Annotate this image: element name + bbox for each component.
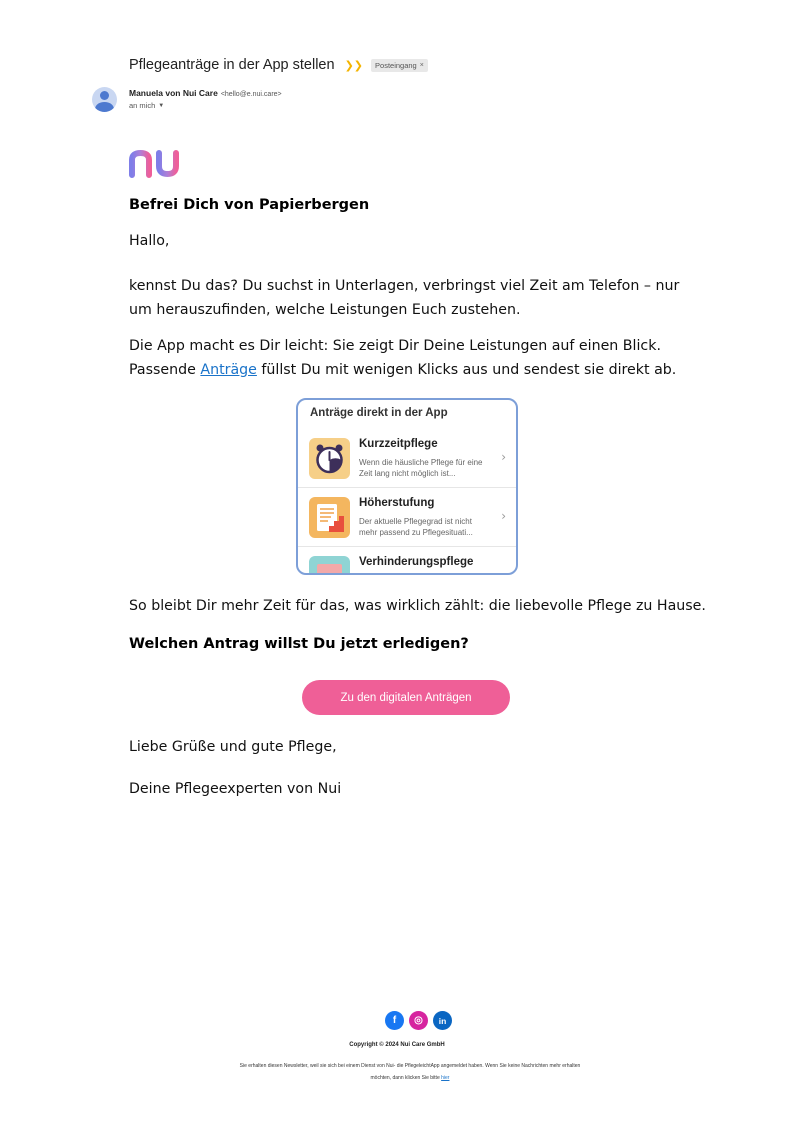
copyright-text: Copyright © 2024 Nui Care GmbH	[349, 1042, 445, 1048]
row-title: Verhinderungspflege	[359, 556, 474, 568]
chevron-right-icon: ›	[501, 509, 506, 523]
app-paragraph	[129, 334, 689, 382]
regards-text: Liebe Grüße und gute Pflege,	[129, 739, 337, 755]
recipient-label: an mich	[129, 101, 156, 110]
row-description: Wenn die häusliche Pflege für eine Zeit lang nicht möglich ist...	[359, 458, 483, 478]
label-chip-inbox[interactable]	[371, 59, 428, 72]
instagram-icon[interactable]: ◎	[409, 1011, 428, 1030]
email-subject: Pflegeanträge in der App stellen	[129, 57, 335, 73]
sender-info	[129, 88, 282, 110]
recipient-details-dropdown-icon[interactable]: ▼	[158, 102, 165, 109]
card-title: Anträge direkt in der App	[310, 407, 448, 419]
unsubscribe-link[interactable]: hier	[441, 1075, 450, 1081]
signature-text: Deine Pflegeexperten von Nui	[129, 781, 342, 797]
nui-logo	[128, 148, 196, 178]
linkedin-icon[interactable]: in	[433, 1011, 452, 1030]
card-row-kurzzeitpflege	[298, 430, 516, 488]
importance-marker-icon[interactable]: ❯❯	[344, 58, 364, 72]
row-title: Höherstufung	[359, 497, 435, 509]
email-subject-row	[129, 57, 428, 73]
card-row-hoeherstufung	[298, 489, 516, 547]
app-paragraph-line1: Die App macht es Dir leicht: Sie zeigt Dir Deine Leistungen auf einen Blick.	[129, 338, 661, 354]
avatar-person-icon	[100, 91, 109, 100]
greeting-text: Hallo,	[129, 233, 170, 249]
social-links	[385, 1011, 452, 1030]
sender-name[interactable]: Manuela von Nui Care	[129, 88, 218, 98]
sender-email: <hello@e.nui.care>	[220, 91, 282, 98]
unsubscribe-note: Sie erhalten diesen Newsletter, weil sie sich bei einem Dienst von Nui- die PflegeleichtApp angemeldet haben. Wenn Sie keine Nachrichten mehr erhalten möchten, dann klicken Sie bitte hier	[239, 1063, 581, 1081]
sender-avatar[interactable]	[92, 87, 117, 112]
facebook-icon[interactable]: f	[385, 1011, 404, 1030]
digital-forms-button[interactable]: Zu den digitalen Anträgen	[302, 680, 510, 715]
row-description: Der aktuelle Pflegegrad ist nicht mehr passend zu Pflegesituati...	[359, 517, 473, 537]
closing-paragraph: So bleibt Dir mehr Zeit für das, was wirklich zählt: die liebevolle Pflege zu Hause.	[129, 598, 706, 614]
row-title: Kurzzeitpflege	[359, 438, 438, 450]
alarm-clock-icon	[309, 438, 350, 479]
intro-paragraph: kennst Du das? Du suchst in Unterlagen, verbringst viel Zeit am Telefon – nur um herauszufinden, welche Leistungen Euch zustehen.	[129, 278, 680, 318]
chevron-right-icon: ›	[501, 450, 506, 464]
calendar-icon	[309, 556, 350, 575]
email-headline: Befrei Dich von Papierbergen	[129, 197, 370, 213]
remove-label-icon[interactable]: ×	[419, 61, 424, 69]
card-row-verhinderungspflege	[298, 548, 516, 575]
question-headline: Welchen Antrag willst Du jetzt erledigen?	[129, 636, 469, 652]
document-stairs-icon	[309, 497, 350, 538]
app-screenshot-card	[296, 398, 518, 575]
antraege-link[interactable]: Anträge	[200, 362, 257, 378]
label-chip-text: Posteingang	[375, 60, 417, 70]
app-paragraph-line2: Passende Anträge füllst Du mit wenigen Klicks aus und sendest sie direkt ab.	[129, 362, 677, 378]
